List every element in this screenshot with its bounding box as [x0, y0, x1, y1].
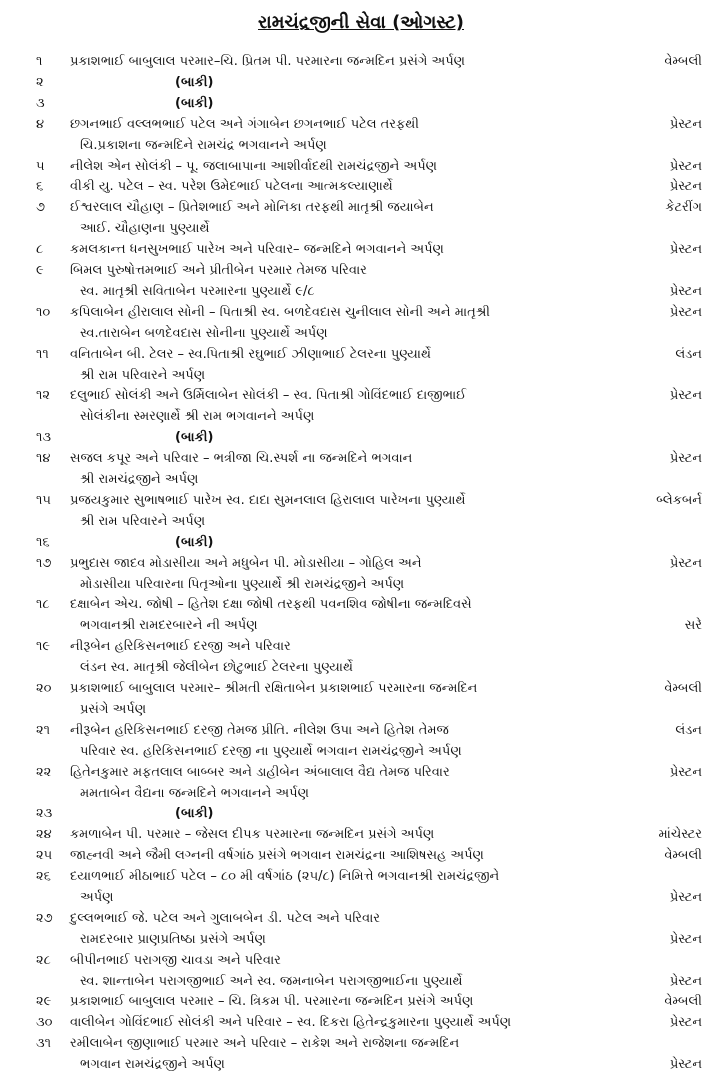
- entry-continuation: [0, 658, 722, 678]
- entry-number: ૧૩: [36, 430, 52, 445]
- entry-status: (બાકી): [175, 430, 214, 445]
- entry-continuation: [0, 742, 722, 762]
- entry-text-continued: શ્રી રામચંદ્રજીને અર્પણ: [80, 472, 199, 487]
- entry-status: (બાકી): [175, 806, 214, 821]
- entry-text: ઈશ્વરલાલ ચૌહાણ – પ્રિતેશભાઈ અને મોનિકા તરફથી માતૃશ્રી જયાબેન: [70, 200, 434, 215]
- entry-place: પ્રેસ્ટન: [669, 179, 702, 194]
- entry-continuation: [0, 575, 722, 595]
- entry-text-continued: શ્રી રામ પરિવારને અર્પણ: [80, 368, 206, 383]
- entry-text: વીકી યુ. પટેલ – સ્વ. પરેશ ઉમેદભાઈ પટેલના આત્મકલ્યાણાર્થે: [70, 179, 393, 194]
- entry-place: માંચેસ્ટર: [658, 827, 702, 842]
- entry-status: (બાકી): [175, 535, 214, 550]
- entry-row: [0, 115, 722, 135]
- entry-text-continued: પરિવાર સ્વ. હરિકિસનભાઈ દરજી ના પુણ્યાર્થે ભગવાન રામચંદ્રજીને અર્પણ: [80, 744, 462, 759]
- entry-place: પ્રેસ્ટન: [669, 974, 702, 989]
- entry-place: પ્રેસ્ટન: [669, 117, 702, 132]
- entry-text: દયાળભાઈ મીઠાભાઈ પટેલ – ૮૦ મી વર્ષગાંઠ (૨૫/૮) નિમિત્તે ભગવાનશ્રી રામચંદ્રજીને: [70, 869, 500, 884]
- entry-number: ૩૧: [36, 1036, 52, 1051]
- entry-number: ૨૫: [36, 848, 53, 863]
- entry-row: [0, 177, 722, 197]
- entry-number: ૧૬: [36, 535, 50, 550]
- entry-row: [0, 1013, 722, 1033]
- entry-number: ૭: [36, 200, 46, 215]
- entry-number: ૨: [36, 75, 44, 90]
- entry-row: [0, 261, 722, 281]
- entry-number: ૨૭: [36, 911, 53, 926]
- entry-row: [0, 449, 722, 469]
- entry-place: વેમ્બલી: [664, 54, 702, 69]
- entry-place: વેમ્બલી: [664, 681, 702, 696]
- entry-number: ૯: [36, 263, 44, 278]
- entry-row: [0, 345, 722, 365]
- entry-place: લંડન: [675, 347, 702, 362]
- entry-number: ૧૧: [36, 347, 49, 362]
- entry-text: પ્રકાશભાઈ બાબુલાલ પરમાર–ચિ. પ્રિતમ પી. પરમારના જન્મદિન પ્રસંગે અર્પણ: [70, 54, 466, 69]
- entry-place: પ્રેસ્ટન: [669, 305, 702, 320]
- entry-row: [0, 951, 722, 971]
- entry-continuation: [0, 136, 722, 156]
- entry-number: ૪: [36, 117, 45, 132]
- entry-number: ૨૬: [36, 869, 51, 884]
- entry-text: જાહ્નવી અને જૈમી લગ્નની વર્ષગાંઠ પ્રસંગે ભગવાન રામચંદ્રના આશિષસહ અર્પણ: [70, 848, 484, 863]
- entry-place: પ્રેસ્ટન: [669, 388, 702, 403]
- entry-number: ૨૧: [36, 723, 51, 738]
- entry-text-continued: રામદરબાર પ્રાણપ્રતિષ્ઠા પ્રસંગે અર્પણ: [80, 932, 266, 947]
- entry-place: કેટરીંગ: [665, 200, 702, 215]
- entry-row: [0, 825, 722, 845]
- entry-continuation: [0, 1055, 722, 1075]
- entry-row: [0, 491, 722, 511]
- entry-text-continued: લંડન સ્વ. માતૃશ્રી જેલીબેન છોટુભાઈ ટેલરના પુણ્યાર્થે: [80, 660, 353, 675]
- entry-text-continued: સોલંકીના સ્મરણાર્થે શ્રી રામ ભગવાનને અર્પણ: [80, 409, 315, 424]
- entry-row: [0, 198, 722, 218]
- entry-row: [0, 637, 722, 657]
- entry-place: લંડન: [675, 723, 702, 738]
- entry-number: ૧૨: [36, 388, 51, 403]
- entry-text: રમીલાબેન જીણાભાઈ પરમાર અને પરિવાર – રાકેશ અને રાજેશના જન્મદિન: [70, 1036, 460, 1051]
- entry-number: ૮: [36, 242, 44, 257]
- entry-place: પ્રેસ્ટન: [669, 284, 702, 299]
- entry-text: દક્ષાબેન એચ. જોષી – હિતેશ દક્ષા જોષી તરફથી પવનશિવ જોષીના જન્મદિવસે: [70, 597, 472, 612]
- entry-number: ૨૮: [36, 953, 51, 968]
- entry-place: પ્રેસ્ટન: [669, 451, 702, 466]
- entry-text-continued: સ્વ.તારાબેન બળદેવદાસ સોનીના પુણ્યાર્થે અર્પણ: [80, 326, 328, 341]
- entry-number: ૧૦: [36, 305, 51, 320]
- entry-status: (બાકી): [175, 75, 214, 90]
- entry-number: ૩: [36, 96, 45, 111]
- entry-place: પ્રેસ્ટન: [669, 765, 702, 780]
- entry-text-continued: અર્પણ: [80, 890, 114, 905]
- entry-row: [0, 992, 722, 1012]
- entry-text: પ્રકાશભાઈ બાબુલાલ પરમાર – ચિ. ત્રિકમ પી. પરમારના જન્મદિન પ્રસંગે અર્પણ: [70, 994, 474, 1009]
- entry-row: [0, 867, 722, 887]
- entry-status: (બાકી): [175, 96, 214, 111]
- entry-text: નીલેશ એન સોલંકી – પૂ. જલાબાપાના આશીર્વાદથી રામચંદ્રજીને અર્પણ: [70, 159, 437, 174]
- entry-text-continued: આઈ. ચૌહાણના પુણ્યાર્થે: [80, 221, 210, 236]
- entry-continuation: [0, 930, 722, 950]
- entry-row: [0, 73, 722, 93]
- entry-place: પ્રેસ્ટન: [669, 242, 702, 257]
- entry-text: બિમલ પુરુષોત્તમભાઈ અને પ્રીતીબેન પરમાર તેમજ પરિવાર: [70, 263, 367, 278]
- entry-text-continued: ભગવાનશ્રી રામદરબારને ની અર્પણ: [80, 618, 258, 633]
- entry-number: ૧૮: [36, 597, 50, 612]
- entry-continuation: [0, 512, 722, 532]
- entry-row: [0, 303, 722, 323]
- entry-number: ૨૯: [36, 994, 52, 1009]
- entry-continuation: [0, 407, 722, 427]
- entry-place: સરે: [684, 618, 702, 633]
- entry-place: વેમ્બલી: [664, 994, 702, 1009]
- entry-row: [0, 909, 722, 929]
- entry-place: પ્રેસ્ટન: [669, 556, 702, 571]
- entry-continuation: [0, 700, 722, 720]
- page-title: રામચંદ્રજીની સેવા (ઓગસ્ટ): [258, 12, 464, 33]
- entry-number: ૧૪: [36, 451, 51, 466]
- entry-continuation: [0, 324, 722, 344]
- entry-number: ૫: [36, 159, 45, 174]
- entry-text: વનિતાબેન બી. ટેલર – સ્વ.પિતાશ્રી રઘુભાઈ ઝીણાભાઈ ટેલરના પુણ્યાર્થે: [70, 347, 431, 362]
- entry-text: બીપીનભાઈ પરાગજી ચાવડા અને પરિવાર: [70, 953, 281, 968]
- entry-row: [0, 94, 722, 114]
- entry-row: [0, 763, 722, 783]
- entry-number: ૧૫: [36, 493, 51, 508]
- entry-row: [0, 240, 722, 260]
- entry-text: કમલકાન્ત ધનસુખભાઈ પારેખ અને પરિવાર– જન્મદિને ભગવાનને અર્પણ: [70, 242, 444, 257]
- entry-text: નીરૂબેન હરિકિસનભાઈ દરજી તેમજ પ્રીતિ. નીલેશ ઉપા અને હિતેશ તેમજ: [70, 723, 449, 738]
- entry-text-continued: સ્વ. માતૃશ્રી સવિતાબેન પરમારના પુણ્યાર્થે ૯/૮: [80, 284, 315, 299]
- entry-place: પ્રેસ્ટન: [669, 159, 702, 174]
- entry-text: પ્રભુદાસ જાદવ મોડાસીયા અને મધુબેન પી. મોડાસીયા – ગોહિલ અને: [70, 556, 422, 571]
- entry-continuation: [0, 972, 722, 992]
- entry-place: પ્રેસ્ટન: [669, 1057, 702, 1072]
- entry-continuation: [0, 219, 722, 239]
- entry-text: કપિલાબેન હીરાલાલ સોની – પિતાશ્રી સ્વ. બળદેવદાસ ચુનીલાલ સોની અને માતૃશ્રી: [70, 305, 491, 320]
- entry-text-continued: મમતાબેન વૈદ્યના જન્મદિને ભગવાનને અર્પણ: [80, 786, 309, 801]
- entry-place: વેમ્બલી: [664, 848, 702, 863]
- entry-row: [0, 386, 722, 406]
- entry-row: [0, 679, 722, 699]
- entry-place: પ્રેસ્ટન: [669, 890, 702, 905]
- entry-row: [0, 157, 722, 177]
- entry-text: સજલ કપૂર અને પરિવાર – ભત્રીજા ચિ.સ્પર્શ ના જન્મદિને ભગવાન: [70, 451, 413, 466]
- entry-number: ૧૭: [36, 556, 52, 571]
- entry-number: ૧૯: [36, 639, 51, 654]
- entry-number: ૨૪: [36, 827, 52, 842]
- entry-text-continued: ચિ.પ્રકાશના જન્મદિને રામચંદ્ર ભગવાનને અર્પણ: [80, 138, 327, 153]
- entry-place: પ્રેસ્ટન: [669, 1015, 702, 1030]
- entry-row: [0, 533, 722, 553]
- entry-text: પ્રજયકુમાર સુભાષભાઈ પારેખ સ્વ. દાદા સુમનલાલ હિરાલાલ પારેખના પુણ્યાર્થે: [70, 493, 466, 508]
- entry-text: દલુભાઈ સોલંકી અને ઉર્મિલાબેન સોલંકી – સ્વ. પિતાશ્રી ગોવિંદભાઈ દાજીભાઈ: [70, 388, 467, 403]
- entry-text-continued: ભગવાન રામચંદ્રજીને અર્પણ: [80, 1057, 225, 1072]
- entry-row: [0, 846, 722, 866]
- entry-number: ૬: [36, 179, 44, 194]
- entry-number: ૩૦: [36, 1015, 53, 1030]
- entry-row: [0, 554, 722, 574]
- entry-row: [0, 721, 722, 741]
- entry-number: ૧: [36, 54, 43, 69]
- entry-text: કમળાબેન પી. પરમાર – જેસલ દીપક પરમારના જન્મદિન પ્રસંગે અર્પણ: [70, 827, 435, 842]
- entry-text-continued: પ્રસંગે અર્પણ: [80, 702, 147, 717]
- entry-continuation: [0, 282, 722, 302]
- entry-number: ૨૨: [36, 765, 52, 780]
- entry-text: વાલીબેન ગોવિંદભાઈ સોલંકી અને પરિવાર – સ્વ. દિકરા હિતેન્દ્રકુમારના પુણ્યાર્થે અર્પણ: [70, 1015, 512, 1030]
- entry-text: હિતેનકુમાર મફતલાલ બાબ્બર અને ડાહીબેન અંબાલાલ વૈદ્ય તેમજ પરિવાર: [70, 765, 450, 780]
- entry-text: દુલ્લભભાઈ જે. પટેલ અને ગુલાબબેન ડી. પટેલ અને પરિવાર: [70, 911, 380, 926]
- entry-text-continued: સ્વ. શાન્તાબેન પરાગજીભાઈ અને સ્વ. જમનાબેન પરાગજીભાઈના પુણ્યાર્થે: [80, 974, 463, 989]
- entry-text-continued: શ્રી રામ પરિવારને અર્પણ: [80, 514, 206, 529]
- entry-place: બ્લેકબર્ન: [656, 493, 702, 508]
- entry-row: [0, 804, 722, 824]
- entry-row: [0, 1034, 722, 1054]
- entry-continuation: [0, 784, 722, 804]
- entry-text: પ્રકાશભાઈ બાબુલાલ પરમાર– શ્રીમતી રક્ષિતાબેન પ્રકાશભાઈ પરમારના જન્મદિન: [70, 681, 478, 696]
- entry-number: ૨૦: [36, 681, 52, 696]
- entry-continuation: [0, 616, 722, 636]
- entry-text: નીરૂબેન હરિકિસનભાઈ દરજી અને પરિવાર: [70, 639, 291, 654]
- entry-text-continued: મોડાસીયા પરિવારના પિતૃઓના પુણ્યાર્થે શ્રી રામચંદ્રજીને અર્પણ: [80, 577, 405, 592]
- entry-number: ૨૩: [36, 806, 53, 821]
- entry-continuation: [0, 366, 722, 386]
- entry-continuation: [0, 888, 722, 908]
- entry-row: [0, 52, 722, 72]
- entry-place: પ્રેસ્ટન: [669, 932, 702, 947]
- entry-row: [0, 595, 722, 615]
- entry-text: છગનભાઈ વલ્લભભાઈ પટેલ અને ગંગાબેન છગનભાઈ પટેલ તરફથી: [70, 117, 419, 132]
- entry-row: [0, 428, 722, 448]
- entry-continuation: [0, 470, 722, 490]
